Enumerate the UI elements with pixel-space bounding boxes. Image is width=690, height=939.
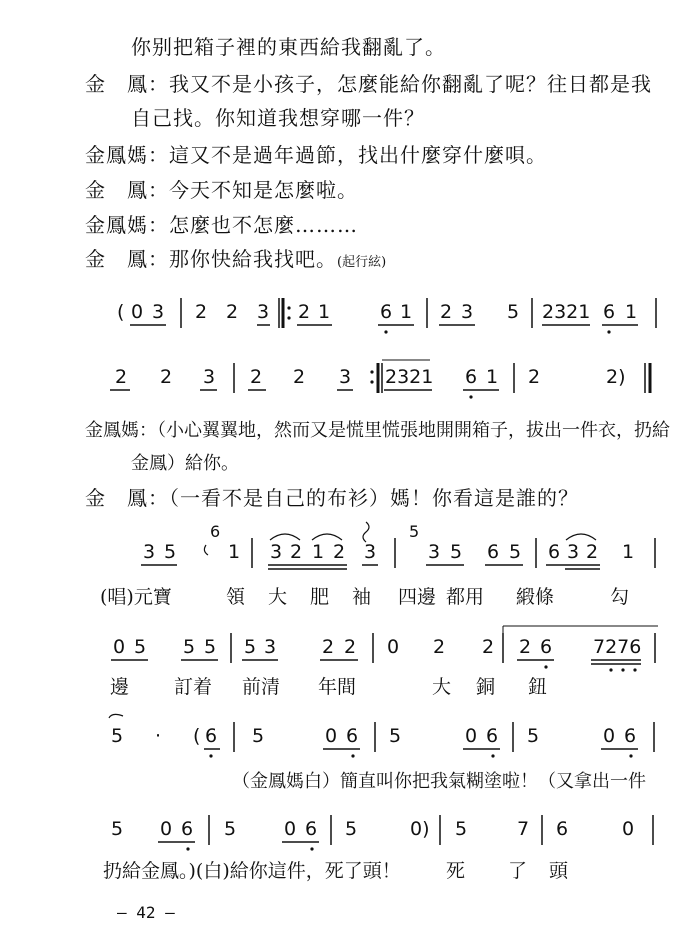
note: 6 — [305, 818, 318, 840]
note: 2 — [586, 541, 599, 563]
note: 3 — [143, 541, 156, 563]
note: 6 — [486, 725, 499, 747]
speaker-label: 金 鳳： — [85, 486, 169, 510]
note: 5 — [389, 725, 402, 747]
note: 2 — [344, 636, 357, 658]
dialogue-line-6: 金鳳媽：怎麼也不怎麼……… — [85, 213, 358, 237]
note: 0 — [387, 636, 400, 658]
note: 2 — [298, 301, 311, 323]
dialogue-line-2: 金 鳳：我又不是小孩子，怎麼能給你翻亂了呢？往日都是我 — [85, 72, 652, 96]
note: 3 — [203, 366, 216, 388]
note: 2 — [482, 636, 495, 658]
dialogue-line-5: 金 鳳：今天不知是怎麼啦。 — [85, 178, 358, 202]
note: 5 — [244, 636, 257, 658]
grace-note: 5 — [409, 522, 420, 541]
note: 1 — [486, 366, 499, 388]
note: 5 — [252, 725, 265, 747]
note: 2 — [250, 366, 263, 388]
score-line-3 — [141, 522, 655, 569]
note: 2) — [606, 366, 626, 388]
score-page: 你别把箱子裡的東西給我翻亂了。 金 鳳：我又不是小孩子，怎麼能給你翻亂了呢？往日都是我 自己找。你知道我想穿哪一件？ 金鳳媽：這又不是過年過節，找出什麼穿什麼唄。 金 鳳：今天不知是怎麼啦。 金鳳媽：怎麼也不怎麼……… 金 鳳：那你快給我找吧。(起行絃) 金鳳媽：（小心翼翼地，然而又是慌里慌張地開開箱子，拔出一件衣，扔給 金鳳）給你。 金 鳳：（一看不是自己的布衫）媽！你看這是誰的？ ( 0 3 2 2 3 2 1 6 1 2 3 5 2321 6 1 2 2 3 2 2 3 2321 6 1 2 2) 3 5 6 1 3 2 1 2 3 5 3 5 6 5 6 3 2 1 0 5 5 5 5 3 2 2 0 2 2 2 6 7276 5 · ( 6 5 0 6 5 0 6 5 0 6 5 0 6 5 0 6 5 0) 5 7 6 0 (唱)元寶 領 大 肥 袖 四邊 都用 緞條 勾 邊 訂着 前清 年間 大 銅 鈕 （金鳳媽白）簡直叫你把我氣糊塗啦！（又拿出一件 扔給金鳳。)(白)給你這件，死了頭！ 死 了 頭 — 42 — — [0, 0, 690, 939]
action-line-1b: 金鳳）給你。 — [131, 453, 239, 474]
note: 1 — [228, 541, 241, 563]
lyric-line-3: （金鳳媽白）簡直叫你把我氣糊塗啦！（又拿出一件 — [232, 771, 646, 792]
speaker-label: 金 鳳： — [85, 72, 169, 96]
note: 6 — [205, 725, 218, 747]
note: 6 — [548, 541, 561, 563]
note: 6 — [540, 636, 553, 658]
note: · — [155, 725, 162, 747]
note: 6 — [465, 366, 478, 388]
note: 2321 — [542, 301, 591, 323]
note: 1 — [400, 301, 413, 323]
note: 3 — [264, 636, 277, 658]
speaker-label: 金鳳媽： — [85, 213, 169, 237]
note: 6 — [346, 725, 359, 747]
note: 5 — [224, 818, 237, 840]
note: 3 — [428, 541, 441, 563]
note: 2 — [440, 301, 453, 323]
dialogue-line-1: 你别把箱子裡的東西給我翻亂了。 — [131, 35, 446, 59]
note: 1 — [318, 301, 331, 323]
score-line-4 — [111, 626, 658, 672]
note: 0) — [410, 818, 430, 840]
grace-note: 6 — [210, 522, 221, 541]
note: 1 — [625, 301, 638, 323]
speaker-label: 金鳳媽： — [85, 420, 157, 441]
note: 0 — [160, 818, 173, 840]
note: 5 — [204, 636, 217, 658]
note: 0 — [113, 636, 126, 658]
action-line-1: 金鳳媽：（小心翼翼地，然而又是慌里慌張地開開箱子，拔出一件衣，扔給 — [85, 420, 670, 441]
note: 3 — [152, 301, 165, 323]
note: 5 — [134, 636, 147, 658]
note: 0 — [131, 301, 144, 323]
note: 6 — [603, 301, 616, 323]
note: 5 — [509, 541, 522, 563]
speaker-label: 金鳳媽： — [85, 143, 169, 167]
note: 2 — [160, 366, 173, 388]
note: 3 — [364, 541, 377, 563]
note: 2 — [115, 366, 128, 388]
note: 5 — [507, 301, 520, 323]
action-line-2: 金 鳳：（一看不是自己的布衫）媽！你看這是誰的？ — [85, 486, 579, 510]
note: 5 — [183, 636, 196, 658]
note: 2 — [195, 301, 208, 323]
speaker-label: 金 鳳： — [85, 247, 169, 271]
note: 2 — [293, 366, 306, 388]
dialogue-line-7: 金 鳳：那你快給我找吧。(起行絃) — [85, 247, 387, 271]
note: 5 — [455, 818, 468, 840]
note: 2 — [290, 541, 303, 563]
note: 2 — [433, 636, 446, 658]
note: 0 — [603, 725, 616, 747]
dialogue-line-3: 自己找。你知道我想穿哪一件？ — [131, 106, 425, 130]
note: 2 — [226, 301, 239, 323]
note: ( — [117, 301, 125, 323]
note: 6 — [487, 541, 500, 563]
note: 6 — [181, 818, 194, 840]
score-line-6 — [111, 815, 653, 851]
note: 3 — [567, 541, 580, 563]
score-line-2 — [110, 360, 650, 399]
speaker-label: 金 鳳： — [85, 178, 169, 202]
dialogue-line-4: 金鳳媽：這又不是過年過節，找出什麼穿什麼唄。 — [85, 143, 547, 167]
note: 3 — [461, 301, 474, 323]
note: 0 — [465, 725, 478, 747]
score-line-5 — [109, 714, 654, 757]
note: 5 — [111, 818, 124, 840]
note: 1 — [622, 541, 635, 563]
note: ( — [193, 725, 201, 747]
note: 5 — [450, 541, 463, 563]
note: 5 — [164, 541, 177, 563]
note: 3 — [270, 541, 283, 563]
note: 6 — [556, 818, 569, 840]
note: 6 — [380, 301, 393, 323]
note: 0 — [325, 725, 338, 747]
note: 5 — [111, 725, 124, 747]
note: 0 — [284, 818, 297, 840]
note: 6 — [624, 725, 637, 747]
note: 5 — [527, 725, 540, 747]
note: 7 — [517, 818, 530, 840]
note: 3 — [339, 366, 352, 388]
note: 2 — [519, 636, 532, 658]
note: 2 — [528, 366, 541, 388]
page-number: — 42 — — [117, 903, 175, 922]
note: 7276 — [593, 636, 642, 658]
note: 2 — [322, 636, 335, 658]
note: 2321 — [385, 366, 434, 388]
note: 2 — [333, 541, 346, 563]
note: 1 — [312, 541, 325, 563]
note: 3 — [257, 301, 270, 323]
stage-note: (起行絃) — [337, 255, 387, 270]
note: 5 — [345, 818, 358, 840]
score-line-1 — [117, 298, 656, 334]
note: 0 — [622, 818, 635, 840]
